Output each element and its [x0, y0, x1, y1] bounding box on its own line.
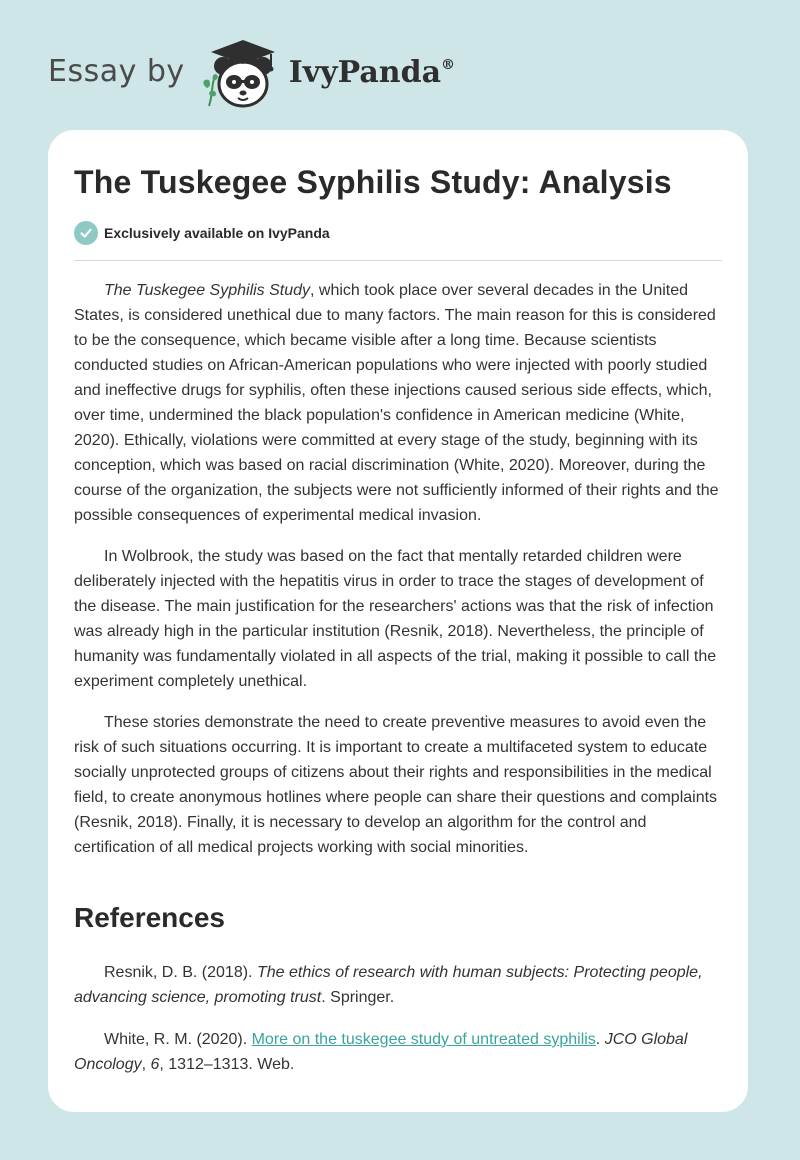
registered-mark: ® [441, 56, 456, 73]
page-title: The Tuskegee Syphilis Study: Analysis [74, 164, 672, 200]
reference-title: The ethics of research with human subjects: Protecting people, advancing science, promoting trust [74, 964, 703, 1006]
exclusive-badge-label: Exclusively available on IvyPanda [104, 225, 330, 241]
reference-item [74, 960, 726, 1010]
paragraph-2: In Wolbrook, the study was based on the fact that mentally retarded children were deliberately injected with the hepatitis virus in order to trace the stages of development of the disease. The main justification for the researchers' actions was that the risk of infection was already high in the particular institution (Resnik, 2018). Nevertheless, the principle of humanity was fundamentally violated in all aspects of the trial, making it possible to call the experiment completely unethical. [74, 548, 717, 690]
reference-separator: , [141, 1056, 151, 1073]
brand-name-text: IvyPanda [288, 54, 442, 90]
reference-rest: . Springer. [321, 989, 395, 1006]
essay-body [74, 278, 726, 876]
reference-rest: , 1312–1313. Web. [159, 1056, 295, 1073]
paragraph-1 [74, 278, 726, 528]
references-list [74, 960, 726, 1094]
divider [74, 260, 722, 261]
reference-volume: 6 [150, 1056, 160, 1073]
check-icon [74, 221, 98, 245]
reference-separator: . [595, 1031, 605, 1048]
site-header [48, 34, 455, 114]
ivypanda-logo-icon[interactable] [199, 36, 283, 112]
paragraph-1-text: , which took place over several decades in the United States, is considered unethical due to many factors. The main reason for this is considered to be the consequence, which became visible after a long time. Because scientists conducted studies on African-American populations who were injected with poorly studied and ineffective drugs for syphilis, often these injections caused serious side effects, which, over time, undermined the black population's confidence in American medicine (White, 2020). Ethically, violations were committed at every stage of the study, beginning with its conception, which was based on racial discrimination (White, 2020). Moreover, during the course of the organization, the subjects were not sufficiently informed of their rights and the possible consequences of experimental medical invasion. [74, 282, 719, 524]
exclusive-badge [74, 221, 330, 245]
essay-card [48, 130, 748, 1112]
reference-link[interactable]: More on the tuskegee study of untreated syphilis [251, 1031, 596, 1048]
paragraph-3: These stories demonstrate the need to create preventive measures to avoid even the risk of such situations occurring. It is important to create a multifaceted system to educate socially unprotected groups of citizens about their rights and responsibilities in the medical field, to create anonymous hotlines where people can share their questions and complaints (Resnik, 2018). Finally, it is necessary to develop an algorithm for the control and certification of all medical projects working with social minorities. [74, 714, 718, 856]
brand-name[interactable] [289, 55, 455, 90]
essay-by-label: Essay by [48, 53, 185, 89]
reference-item [74, 1027, 726, 1077]
reference-journal: JCO Global Oncology [74, 1031, 688, 1073]
reference-author: White, R. M. (2020). [104, 1031, 252, 1048]
paragraph-1-italic: The Tuskegee Syphilis Study [104, 282, 311, 299]
references-heading: References [74, 902, 225, 933]
reference-author: Resnik, D. B. (2018). [104, 964, 257, 981]
